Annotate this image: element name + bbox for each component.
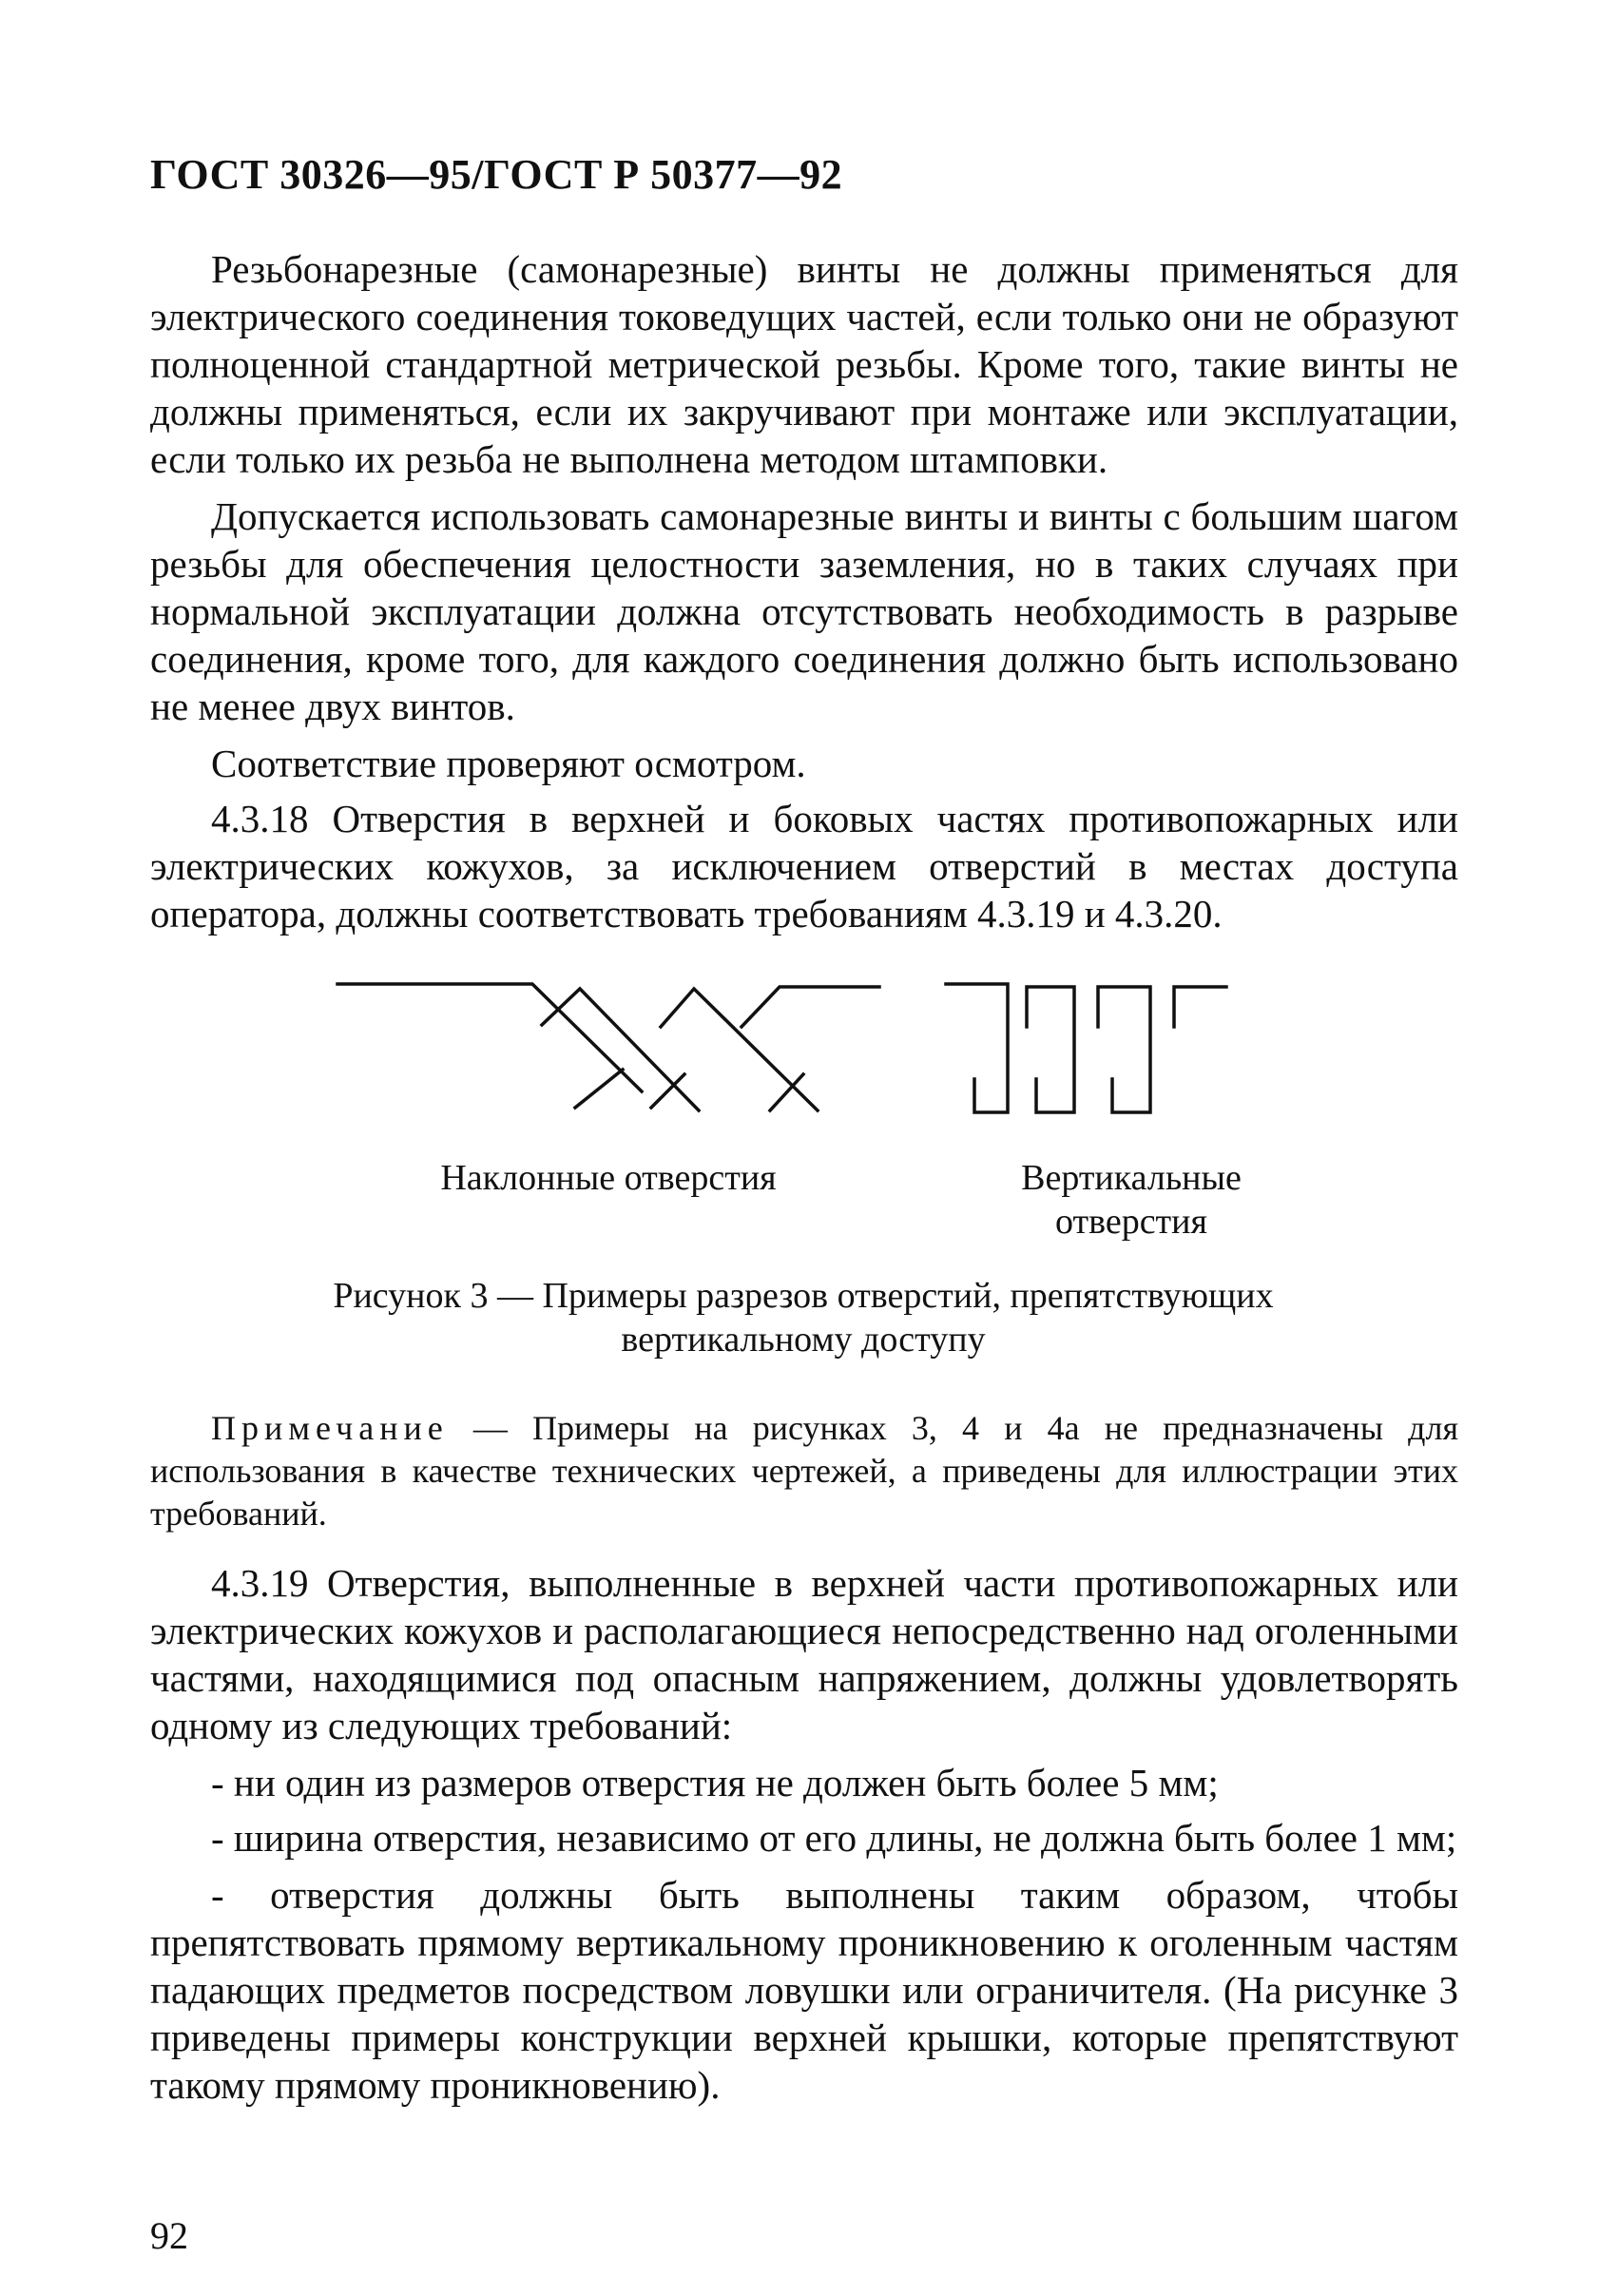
list-item: - отверстия должны быть выполнены таким образом, чтобы препятствовать прямому вертикальному проникновению к оголенным частям падающих предметов посредством ловушки или ограничителя. (На рисунке 3 приведены примеры конструкции верхней крышки, которые препятствуют такому прямому проникновению).	[150, 1873, 1458, 2107]
inclined-slat-5	[661, 989, 818, 1110]
text-block-bottom	[150, 1559, 1458, 2118]
figure-label-vertical-line1: Вертикальные	[1021, 1158, 1242, 1198]
inclined-slat-7	[742, 987, 879, 1027]
paragraph: 4.3.18 Отверстия в верхней и боковых частях противопожарных или электрических кожухов, за исключением отверстий в местах доступа оператора, должны соответствовать требованиям 4.3.19 и 4.3.20.	[150, 797, 1458, 936]
figure-3-diagram	[314, 970, 1312, 1141]
page-number: 92	[150, 2214, 188, 2257]
paragraph: Резьбонарезные (самонарезные) винты не должны применяться для электрического соединения токоведущих частей, если только они не образуют полноценной стандартной метрической резьбы. Кроме того, такие винты не должны применяться, если их закручивают при монтаже или эксплуатации, если только их резьба не выполнена методом штамповки.	[150, 247, 1458, 481]
vertical-baffle-3	[1098, 987, 1150, 1112]
figure-caption-line2: вертикальному доступу	[621, 1320, 986, 1360]
list-item: - ширина отверстия, независимо от его длины, не должна быть более 1 мм;	[211, 1816, 1457, 1860]
figure-label-inclined: Наклонные отверстия	[440, 1158, 777, 1198]
document-header: ГОСТ 30326—95/ГОСТ Р 50377—92	[150, 151, 843, 198]
list-item: - ни один из размеров отверстия не должен быть более 5 мм;	[211, 1761, 1219, 1804]
inclined-slat-1	[337, 984, 642, 1091]
text-block-top	[150, 245, 1458, 947]
vertical-baffle-2	[1027, 987, 1074, 1112]
figure-label-vertical	[970, 1156, 1293, 1244]
paragraph: Допускается использовать самонарезные винты и винты с большим шагом резьбы для обеспечения целостности заземления, но в таких случаях при нормальной эксплуатации должна отсутствовать необходимость в разрыве соединения, кроме того, для каждого соединения должно быть использовано не менее двух винтов.	[150, 494, 1458, 728]
inclined-slat-2	[575, 1070, 623, 1108]
note-block	[150, 1407, 1458, 1535]
note-label: Примечание	[211, 1409, 449, 1447]
note-text: — Примеры на рисунках 3, 4 и 4а не предназначены для использования в качестве технических чертежей, а приведены для иллюстрации этих требований.	[150, 1409, 1459, 1533]
figure-label-vertical-line2: отверстия	[1055, 1202, 1207, 1242]
vertical-baffle-4	[1174, 987, 1226, 1027]
inclined-slat-3	[542, 989, 699, 1110]
paragraph: 4.3.19 Отверстия, выполненные в верхней части противопожарных или электрических кожухов и располагающиеся непосредственно над оголенными частями, находящимися под опасным напряжением, должны удовлетворять одному из следующих требований:	[150, 1561, 1458, 1747]
vertical-baffle-1	[946, 984, 1008, 1112]
figure-caption	[209, 1274, 1397, 1361]
paragraph: Соответствие проверяют осмотром.	[211, 742, 806, 785]
figure-caption-line1: Рисунок 3 — Примеры разрезов отверстий, препятствующих	[333, 1276, 1274, 1316]
